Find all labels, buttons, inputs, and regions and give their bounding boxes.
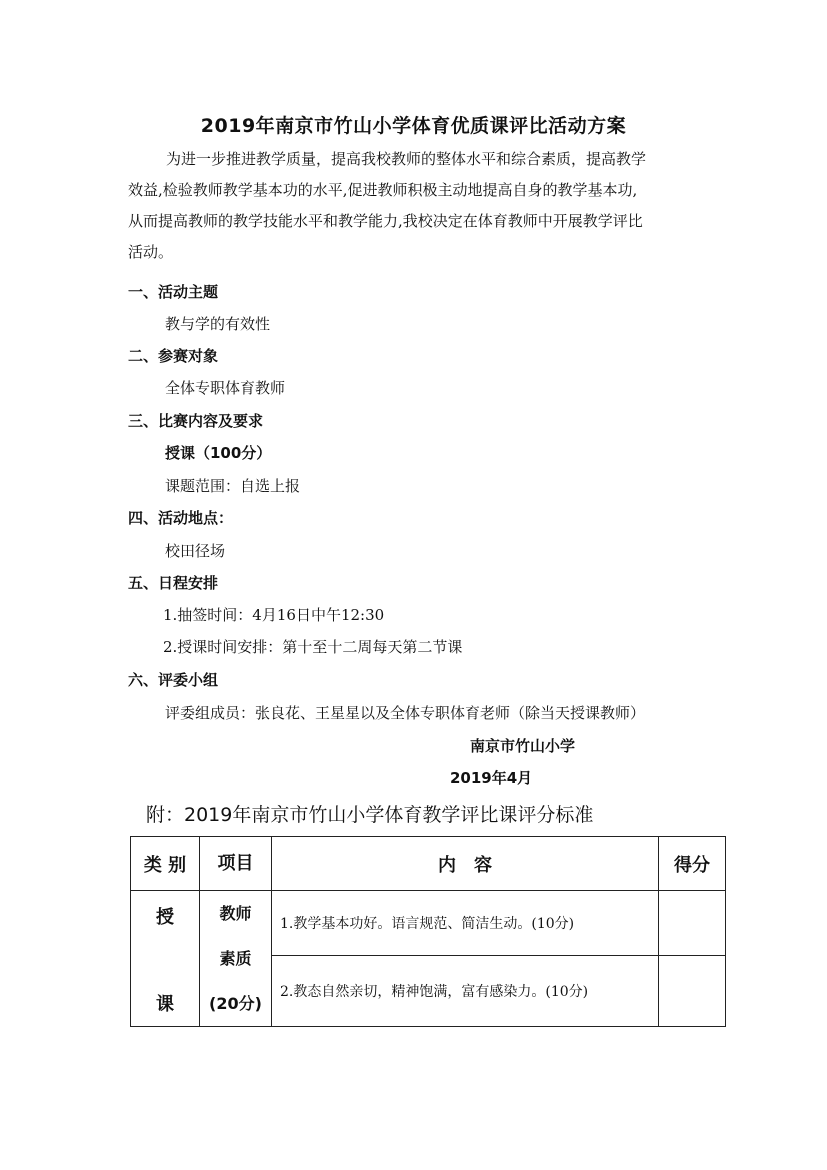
intro-line-1: 为进一步推进教学质量，提高我校教师的整体水平和综合素质，提高教学 xyxy=(166,150,647,168)
signature-date: 2019年4月 xyxy=(450,769,533,787)
section-3-heading: 三、比赛内容及要求 xyxy=(128,412,264,430)
section-6-heading: 六、评委小组 xyxy=(128,671,219,689)
signature-org: 南京市竹山小学 xyxy=(470,737,576,755)
section-1-heading: 一、活动主题 xyxy=(128,283,219,301)
intro-paragraph xyxy=(128,144,712,268)
item-line-2: 素质 xyxy=(219,949,252,968)
section-6-body: 评委组成员：张良花、王星星以及全体专职体育老师（除当天授课教师） xyxy=(165,704,646,722)
category-cell xyxy=(131,891,200,1027)
document-title: 2019年南京市竹山小学体育优质课评比活动方案 xyxy=(200,115,627,137)
content-cell-1: 1.教学基本功好。语言规范、简洁生动。(10分) xyxy=(272,891,659,956)
section-5-line-2: 2.授课时间安排：第十至十二周每天第二节课 xyxy=(163,638,463,656)
content-cell-2: 2.教态自然亲切，精神饱满，富有感染力。(10分) xyxy=(272,955,659,1026)
intro-line-4: 活动。 xyxy=(128,243,174,261)
table-header-row xyxy=(131,837,726,891)
category-top-char: 授 xyxy=(156,907,174,928)
header-score: 得分 xyxy=(659,837,726,891)
category-bottom-char: 课 xyxy=(156,994,174,1015)
section-3-body: 课题范围：自选上报 xyxy=(165,477,301,495)
header-item: 项目 xyxy=(200,837,272,891)
score-cell-2 xyxy=(659,955,726,1026)
item-cell xyxy=(200,891,272,1027)
section-5-heading: 五、日程安排 xyxy=(128,574,219,592)
section-5-line-1: 1.抽签时间：4月16日中午12:30 xyxy=(163,606,385,624)
header-category: 类 别 xyxy=(131,837,200,891)
section-2-body: 全体专职体育教师 xyxy=(165,379,286,397)
item-line-3: (20分) xyxy=(209,994,262,1013)
scoring-table xyxy=(130,836,726,1027)
section-4-body: 校田径场 xyxy=(165,542,226,560)
section-1-body: 教与学的有效性 xyxy=(165,315,271,333)
section-3-item: 授课（100分） xyxy=(165,444,272,462)
section-2-heading: 二、参赛对象 xyxy=(128,347,219,365)
header-content: 内 容 xyxy=(272,837,659,891)
intro-line-3: 从而提高教师的教学技能水平和教学能力,我校决定在体育教师中开展教学评比 xyxy=(128,212,643,230)
item-line-1: 教师 xyxy=(219,904,252,923)
table-row xyxy=(131,891,726,956)
score-cell-1 xyxy=(659,891,726,956)
appendix-title: 附：2019年南京市竹山小学体育教学评比课评分标准 xyxy=(146,804,594,826)
section-4-heading: 四、活动地点： xyxy=(128,509,234,527)
intro-line-2: 效益,检验教师教学基本功的水平,促进教师积极主动地提高自身的教学基本功, xyxy=(128,181,638,199)
